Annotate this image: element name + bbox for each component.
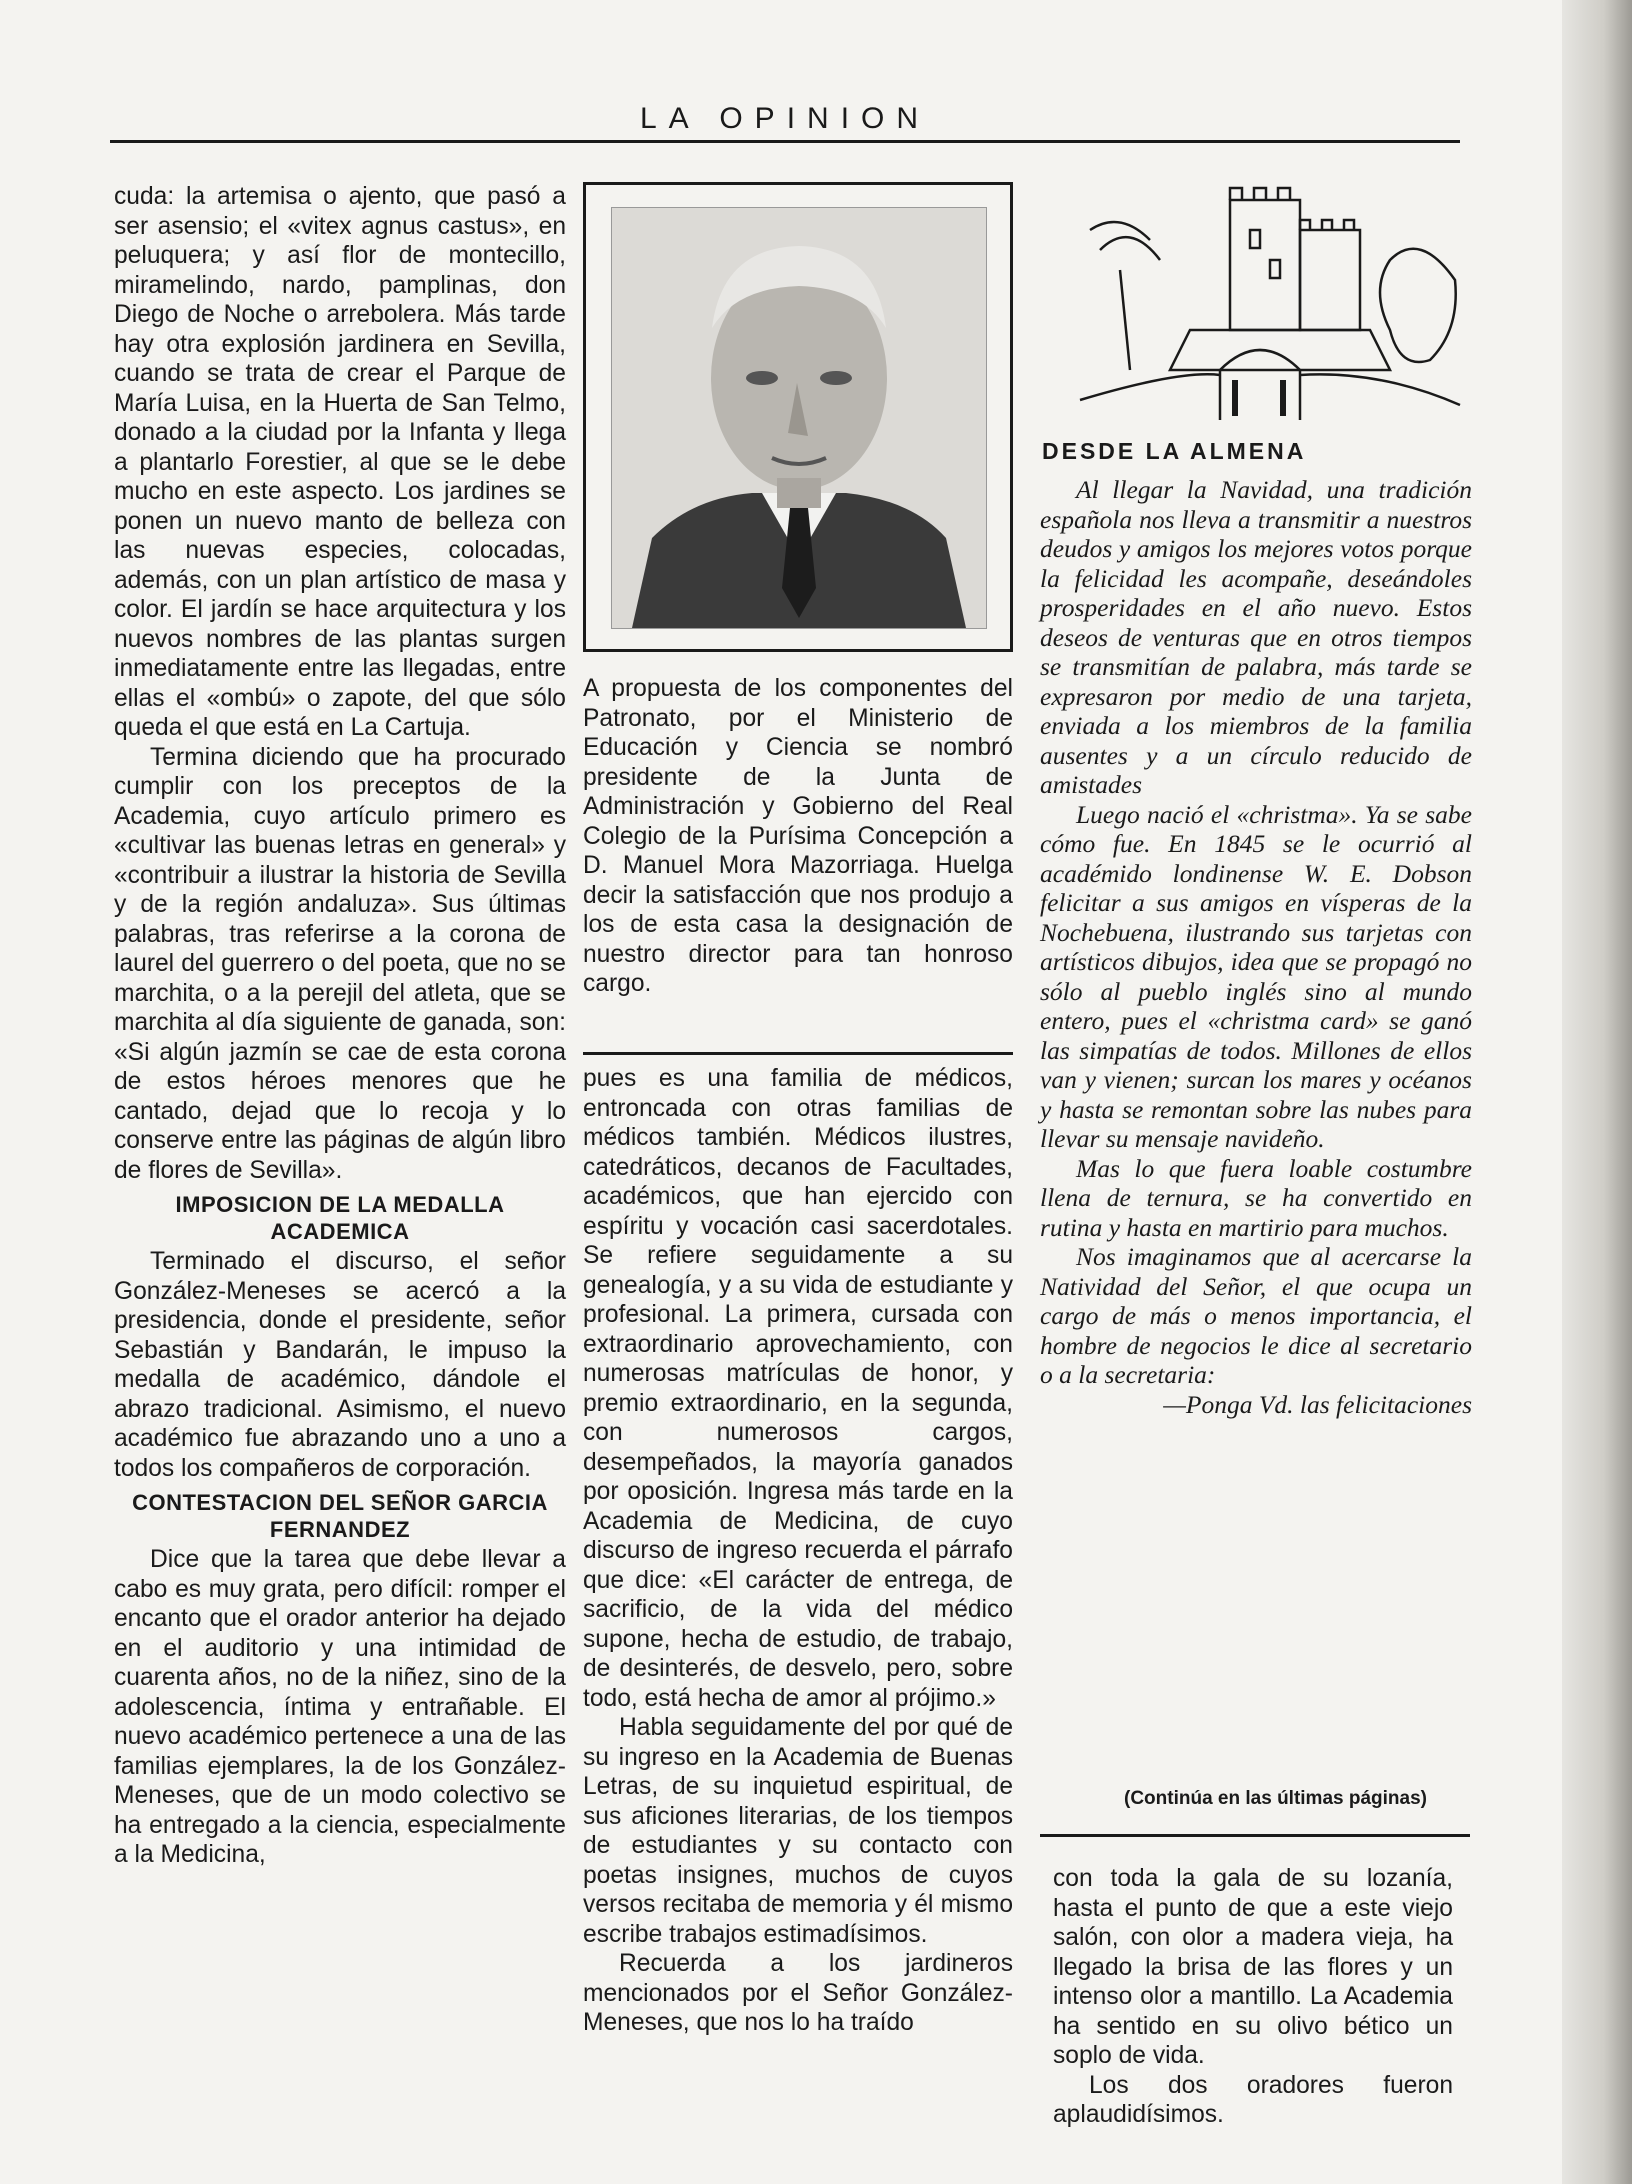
subheading-contestacion: CONTESTACION DEL SEÑOR GARCIA FERNANDEZ xyxy=(132,1490,548,1542)
castle-illustration xyxy=(1060,170,1470,420)
col3-bottom-paragraph-2: Los dos oradores fueron aplaudidísimos. xyxy=(1053,2071,1453,2128)
col3-paragraph-4: Nos imaginamos que al acercarse la Natividad del Señor, el que ocupa un cargo de más o menos importancia, el hombre de negocios le dice al secretario o a la secretaria: xyxy=(1040,1242,1472,1389)
col3-bottom-paragraph-1: con toda la gala de su lozanía, hasta el punto de que a este viejo salón, con olor a madera vieja, ha llegado la brisa de las flores y un intenso olor a mantillo. La Academia ha sentido en su olivo bético un soplo de vida. xyxy=(1053,1865,1453,2069)
col1-paragraph-1: cuda: la artemisa o ajento, que pasó a ser asensio; el «vitex agnus castus», en peluquera; y así flor de montecillo, miramelindo, nardo, pamplinas, don Diego de Noche o arrebolera. Más tarde hay otra explosión jardinera en Sevilla, cuando se trata de crear el Parque de María Luisa, en la Huerta de San Telmo, donado a la ciudad por la Infanta y llega a plantarlo Forestier, al que se le debe mucho en este aspecto. Los jardines se ponen un nuevo manto de belleza con las nuevas especies, colocadas, además, con un plan artístico de masa y color. El jardín se hace arquitectura y los nuevos nombres de las plantas surgen inmediatamente entre las llegadas, entre ellas el «ombú» o zapote, del que sólo queda el que está en La Cartuja. xyxy=(114,183,566,741)
col1-paragraph-2: Termina diciendo que ha procurado cumplir con los preceptos de la Academia, cuyo artículo primero es «cultivar las buenas letras en general» y «contribuir a ilustrar la historia de Sevilla y de la región andaluza». Sus últimas palabras, tras referirse a la corona de laurel del guerrero o del poeta, que no se marchita, o a la perejil del atleta, que se marchita al día siguiente de ganada, son: «Si algún jazmín se cae de esta corona de estos héroes menores que he cantado, dejad que lo recoja y lo conserve entre las páginas de algún libro de flores de Sevilla». xyxy=(114,743,566,1184)
col3-paragraph-1: Al llegar la Navidad, una tradición española nos lleva a transmitir a nuestros deudos y amigos los mejores votos porque la felicidad les acompañe, deseándoles prosperidades en el año nuevo. Estos deseos de venturas que en otros tiempos se transmitían de palabra, más tarde se expresaron por medio de una tarjeta, enviada a los miembros de la familia ausentes y a un círculo reducido de amistades xyxy=(1040,475,1472,799)
portrait-photo xyxy=(611,207,987,629)
column-1 xyxy=(114,182,566,1870)
magazine-title: LA OPINION xyxy=(639,102,931,135)
portrait-illustration xyxy=(612,208,986,628)
section-title: DESDE LA ALMENA xyxy=(1042,438,1307,464)
col2-paragraph-2: Habla seguidamente del por qué de su ingreso en la Academia de Buenas Letras, de su inquietud espiritual, de sus aficiones literarias, de los tiempos de estudiantes y su contacto con poetas insignes, muchos de cuyos versos recitaba de memoria y él mismo escribe trabajos estimadísimos. xyxy=(583,1714,1013,1948)
header-rule xyxy=(110,140,1460,143)
column-2-caption xyxy=(583,674,1013,999)
subheading-imposicion: IMPOSICION DE LA MEDALLA ACADEMICA xyxy=(175,1192,505,1244)
col2-paragraph-3: Recuerda a los jardineros mencionados por el Señor González-Meneses, que nos lo ha traído xyxy=(583,1950,1013,2036)
portrait-frame xyxy=(583,182,1013,652)
col1-paragraph-3: Terminado el discurso, el señor González-Meneses se acercó a la presidencia, donde el presidente, señor Sebastián y Bandarán, le impuso la medalla de académico, dándole el abrazo tradicional. Asimismo, el nuevo académico fue abrazando uno a uno a todos los compañeros de corporación. xyxy=(114,1248,566,1482)
caption-rule xyxy=(583,1052,1013,1055)
portrait-caption: A propuesta de los componentes del Patronato, por el Ministerio de Educación y Ciencia se nombró presidente de la Junta de Administración y Gobierno del Real Colegio de la Purísima Concepción a D. Manuel Mora Mazorriaga. Huelga decir la satisfacción que nos produjo a los de esta casa la designación de nuestro director para tan honroso cargo. xyxy=(583,675,1013,997)
col1-paragraph-4: Dice que la tarea que debe llevar a cabo es muy grata, pero difícil: romper el encanto que el orador anterior ha dejado en el auditorio y una intimidad de cuarenta años, no de la niñez, sino de la adolescencia, íntima y entrañable. El nuevo académico pertenece a una de las familias ejemplares, la de los González-Meneses, que de un modo colectivo se ha entregado a la ciencia, especialmente a la Medicina, xyxy=(114,1546,566,1868)
column-2 xyxy=(583,1064,1013,2038)
continue-rule xyxy=(1040,1834,1470,1837)
column-3-bottom xyxy=(1053,1864,1453,2130)
col3-paragraph-5: —Ponga Vd. las felicitaciones xyxy=(1163,1389,1472,1419)
page-edge-shadow xyxy=(1562,0,1632,2184)
col3-paragraph-3: Mas lo que fuera loable costumbre llena de ternura, se ha convertido en rutina y hasta en martirio para muchos. xyxy=(1040,1153,1472,1242)
col2-paragraph-1: pues es una familia de médicos, entroncada con otras familias de médicos también. Médicos ilustres, catedráticos, decanos de Facultades, académicos, que han ejercido con espíritu y vocación casi sacerdotales. Se refiere seguidamente a su genealogía, y a su vida de estudiante y profesional. La primera, cursada con extraordinario aprovechamiento, con numerosas matrículas de honor, y premio extraordinario, en la segunda, con numerosos cargos, desempeñados, la mayoría ganados por oposición. Ingresa más tarde en la Academia de Medicina, de cuyo discurso de ingreso recuerda el párrafo que dice: «El carácter de entrega, de sacrificio, de la vida del médico supone, hecha de estudio, de trabajo, de desinterés, de desvelo, pero, sobre todo, está hecha de amor al prójimo.» xyxy=(583,1065,1013,1712)
continued-note: (Continúa en las últimas páginas) xyxy=(1124,1788,1427,1809)
col3-paragraph-2: Luego nació el «christma». Ya se sabe cómo fue. En 1845 se le ocurrió al académido londinense W. E. Dobson felicitar a sus amigos en vísperas de la Nochebuena, ilustrando sus tarjetas con artísticos dibujos, idea que se propagó no sólo al pueblo inglés sino al mundo entero, pues el «christma card» se ganó las simpatías de todos. Millones de ellos van y vienen; surcan los mares y océanos y hasta se remontan sobre las nubes para llevar su mensaje navideño. xyxy=(1040,799,1472,1153)
column-3 xyxy=(1040,475,1472,1419)
